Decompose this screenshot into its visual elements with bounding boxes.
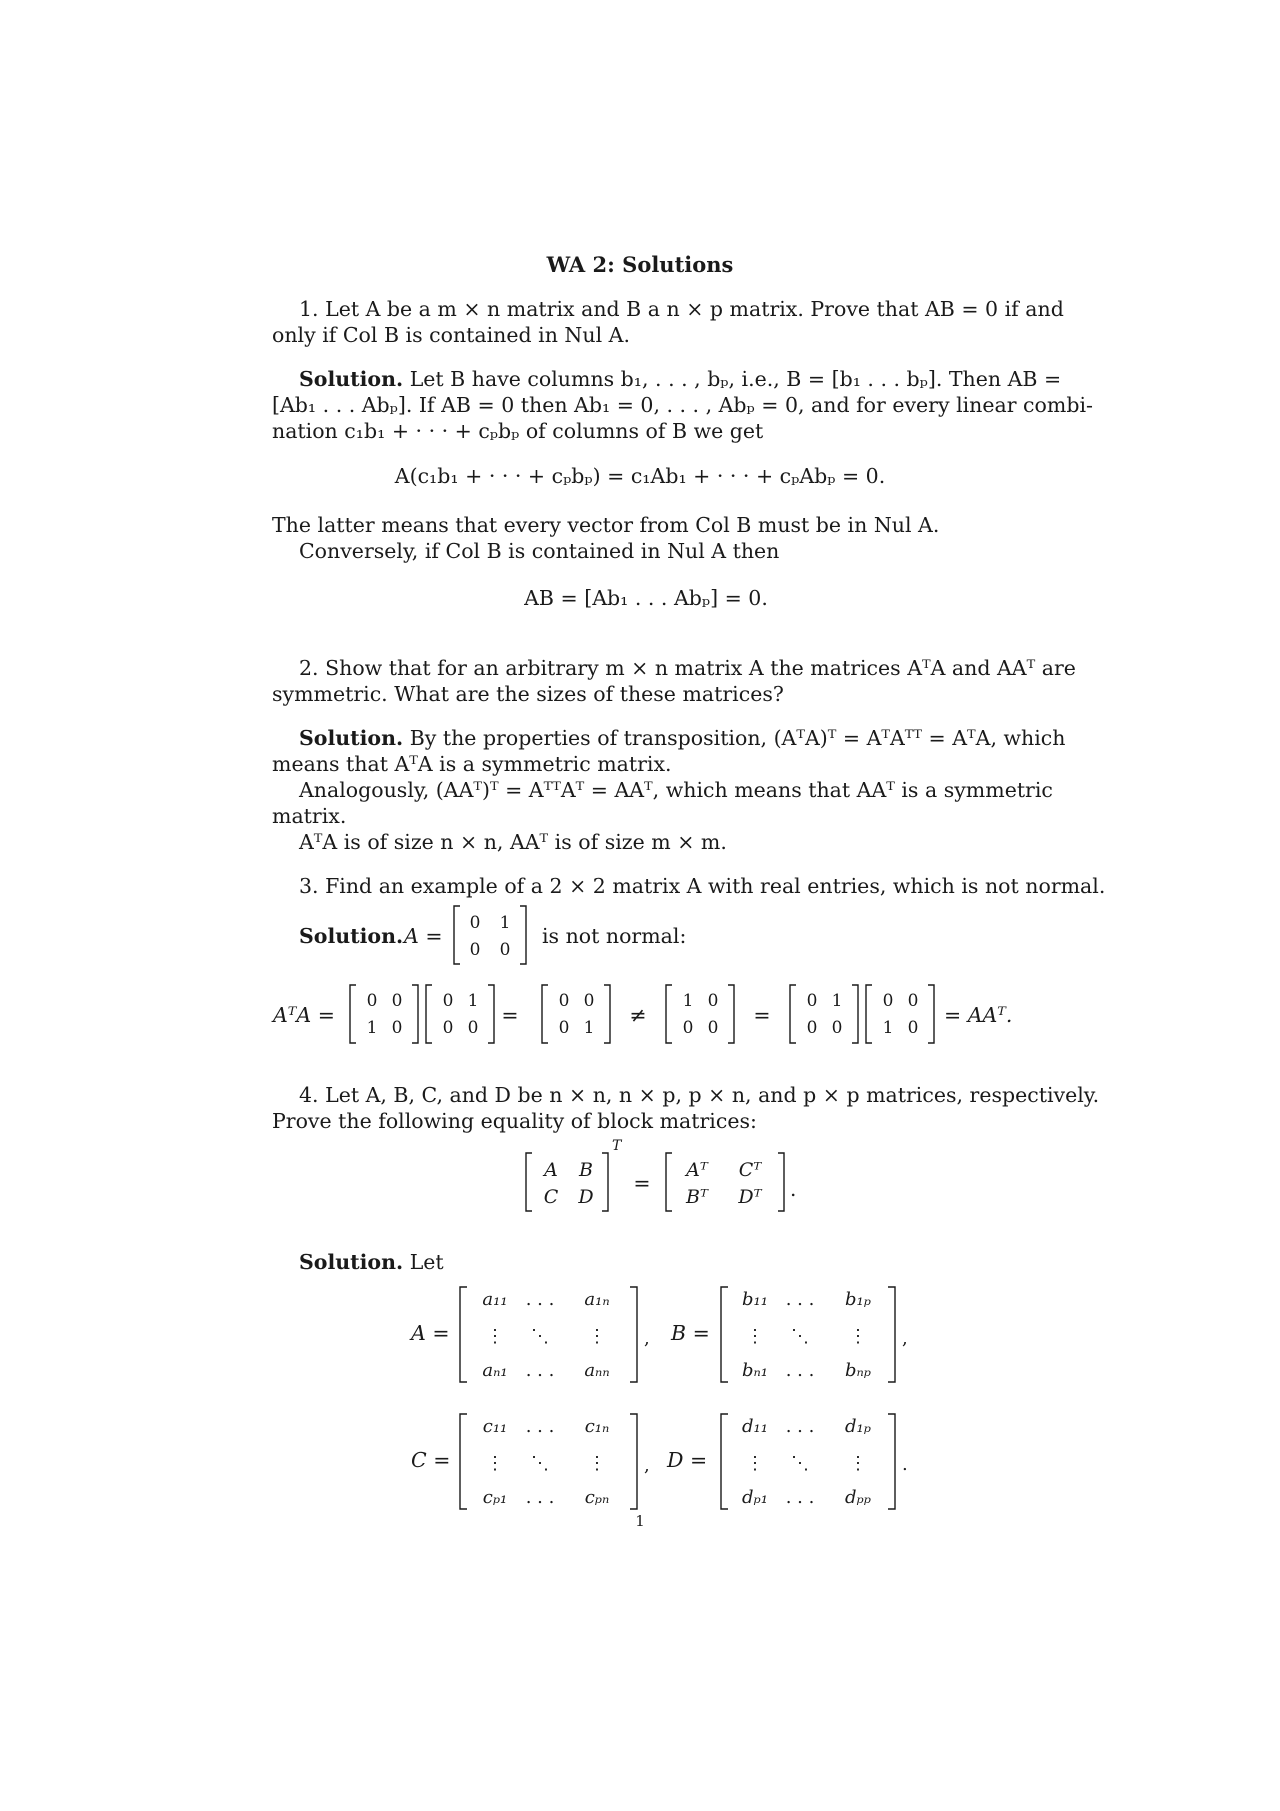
bracket-right	[412, 985, 418, 1043]
matrix-entry: 0	[907, 991, 919, 1011]
matrix-entry: b₁ₚ	[845, 1289, 871, 1310]
matrix-entry: d₁ₚ	[845, 1416, 871, 1437]
matrix-entry: 1	[499, 913, 511, 933]
ddots: ⋱	[791, 1453, 809, 1474]
matrix-entry: 0	[583, 991, 595, 1011]
bracket-left	[790, 985, 796, 1043]
not-equal-sign: ≠	[629, 1003, 647, 1027]
matrix-entry: 0	[806, 1018, 818, 1038]
matrix-entry: 1	[467, 991, 479, 1011]
ellipsis: . . .	[785, 1487, 815, 1508]
solution-label: Solution.	[299, 1250, 404, 1274]
equation-1: A(c₁b₁ + · · · + cₚbₚ) = c₁Ab₁ + · · · + cₚAbₚ = 0.	[394, 464, 886, 488]
period: .	[790, 1177, 797, 1201]
solution-2-line-4: matrix.	[272, 804, 347, 828]
matrix-a-label: A =	[411, 1321, 450, 1345]
matrix-a-general	[482, 1289, 609, 1381]
solution-2-line-3: Analogously, (AAᵀ)ᵀ = AᵀᵀAᵀ = AAᵀ, which means that AAᵀ is a symmetric	[299, 778, 1053, 802]
ellipsis: . . .	[785, 1360, 815, 1381]
matrix-entry: 0	[391, 991, 403, 1011]
problem-4-line-1: 4. Let A, B, C, and D be n × n, n × p, p × n, and p × p matrices, respectively.	[299, 1083, 1100, 1107]
bracket-right	[520, 906, 526, 964]
vdots: ⋮	[849, 1453, 867, 1474]
matrix-c-label: C =	[411, 1448, 451, 1472]
matrix-c-general	[483, 1416, 610, 1508]
not-normal-text: is not normal:	[542, 924, 687, 948]
vdots: ⋮	[486, 1326, 504, 1347]
solution-1-line-2: [Ab₁ . . . Abₚ]. If AB = 0 then Ab₁ = 0, . . . , Abₚ = 0, and for every linear combi-	[272, 393, 1093, 417]
matrix-entry: b₁₁	[742, 1289, 768, 1310]
matrix-entry: 1	[882, 1018, 894, 1038]
aat-label: = AAᵀ.	[944, 1003, 1013, 1027]
bracket-right	[604, 985, 610, 1043]
bracket-right	[852, 985, 858, 1043]
matrix-entry: 0	[882, 991, 894, 1011]
bracket-left	[721, 1414, 728, 1509]
page-number: 1	[635, 1512, 645, 1530]
bracket-left	[426, 985, 432, 1043]
ata-label: AᵀA =	[273, 1003, 335, 1027]
block-entry: Dᵀ	[738, 1186, 762, 1208]
block-matrix-lhs	[542, 1159, 593, 1208]
bracket-left	[460, 1414, 467, 1509]
a-equals: A =	[404, 924, 443, 948]
matrix-entry: aₙ₁	[482, 1360, 508, 1381]
matrix-entry: a₁₁	[482, 1289, 508, 1310]
block-entry: D	[578, 1186, 594, 1208]
let-text: Let	[409, 1250, 444, 1274]
vdots: ⋮	[746, 1326, 764, 1347]
matrix-entry: 0	[831, 1018, 843, 1038]
equals-sign: =	[633, 1171, 651, 1195]
matrix-entry: c₁ₙ	[584, 1416, 610, 1437]
matrix-entry: 1	[831, 991, 843, 1011]
matrix-entry: 0	[366, 991, 378, 1011]
matrix-entry: 0	[558, 1018, 570, 1038]
problem-3-line-1: 3. Find an example of a 2 × 2 matrix A with real entries, which is not normal.	[299, 874, 1106, 898]
matrix-entry: 0	[442, 1018, 454, 1038]
matrix-entry: 0	[682, 1018, 694, 1038]
ellipsis: . . .	[525, 1360, 555, 1381]
matrix-entry: c₁₁	[482, 1416, 508, 1437]
equation-2: AB = [Ab₁ . . . Abₚ] = 0.	[524, 586, 768, 610]
problem-1-line-1: 1. Let A be a m × n matrix and B a n × p matrix. Prove that AB = 0 if and	[299, 297, 1064, 321]
matrix-a	[470, 913, 511, 960]
matrix-entry: bₙₚ	[844, 1360, 872, 1381]
solution-2-line-5: AᵀA is of size n × n, AAᵀ is of size m × m.	[299, 830, 727, 854]
matrix-entry: 1	[583, 1018, 595, 1038]
block-entry: Aᵀ	[686, 1159, 708, 1181]
matrix-entry: 0	[442, 991, 454, 1011]
matrix-entry: bₙ₁	[741, 1360, 769, 1381]
solution-4-line-1	[272, 1249, 1044, 1275]
matrix-b-general	[742, 1289, 871, 1381]
solution-label: Solution.	[299, 726, 404, 750]
matrix-aat-result	[683, 991, 719, 1038]
solution-1-line-4: The latter means that every vector from Col B must be in Nul A.	[272, 513, 940, 537]
matrix-entry: aₙₙ	[584, 1360, 610, 1381]
matrix-d-label: D =	[667, 1448, 708, 1472]
matrix-entry: 0	[558, 991, 570, 1011]
matrix-at-2	[883, 991, 919, 1038]
bracket-left	[460, 1287, 467, 1382]
page-title: WA 2: Solutions	[546, 252, 734, 277]
matrix-entry: dₚ₁	[742, 1487, 768, 1508]
bracket-left	[454, 906, 460, 964]
block-entry: Cᵀ	[738, 1159, 762, 1181]
matrix-entry: 0	[469, 913, 481, 933]
vdots: ⋮	[486, 1453, 504, 1474]
bracket-left	[666, 985, 672, 1043]
matrix-a-3	[807, 991, 843, 1038]
bracket-left	[721, 1287, 728, 1382]
solution-1-text-1: Let B have columns b₁, . . . , bₚ, i.e., B = [b₁ . . . bₚ]. Then AB =	[409, 367, 1062, 391]
matrix-entry: 0	[707, 991, 719, 1011]
matrix-entry: cₚ₁	[482, 1487, 508, 1508]
matrix-entry: 1	[366, 1018, 378, 1038]
transpose-superscript: T	[612, 1138, 622, 1154]
solution-1-line-3: nation c₁b₁ + · · · + cₚbₚ of columns of B we get	[272, 419, 764, 443]
ddots: ⋱	[531, 1326, 549, 1347]
matrix-entry: dₚₚ	[845, 1487, 871, 1508]
matrix-entry: cₚₙ	[584, 1487, 610, 1508]
bracket-right	[488, 985, 494, 1043]
ddots: ⋱	[791, 1326, 809, 1347]
bracket-left	[666, 1153, 672, 1211]
equals-sign: =	[501, 1003, 519, 1027]
bracket-right	[602, 1153, 608, 1211]
matrix-ata-result	[559, 991, 595, 1038]
comma: ,	[644, 1328, 650, 1349]
bracket-right	[728, 985, 734, 1043]
matrix-entry: 0	[499, 940, 511, 960]
matrix-entry: a₁ₙ	[584, 1289, 610, 1310]
problem-4-line-2: Prove the following equality of block matrices:	[272, 1109, 757, 1133]
matrix-entry: 0	[907, 1018, 919, 1038]
bracket-right	[928, 985, 934, 1043]
matrix-a-2	[443, 991, 479, 1038]
matrix-b-label: B =	[671, 1321, 710, 1345]
vdots: ⋮	[588, 1326, 606, 1347]
matrix-entry: 0	[707, 1018, 719, 1038]
period: .	[902, 1454, 908, 1475]
matrix-entry: 0	[806, 991, 818, 1011]
ellipsis: . . .	[525, 1487, 555, 1508]
vdots: ⋮	[588, 1453, 606, 1474]
matrix-entry: 0	[469, 940, 481, 960]
ellipsis: . . .	[525, 1416, 555, 1437]
bracket-left	[542, 985, 548, 1043]
ellipsis: . . .	[785, 1289, 815, 1310]
comma: ,	[902, 1328, 908, 1349]
matrix-entry: 1	[682, 991, 694, 1011]
ddots: ⋱	[531, 1453, 549, 1474]
ellipsis: . . .	[785, 1416, 815, 1437]
block-matrix-rhs	[684, 1159, 762, 1208]
vdots: ⋮	[849, 1326, 867, 1347]
problem-1-line-2: only if Col B is contained in Nul A.	[272, 323, 630, 347]
equals-sign: =	[753, 1003, 771, 1027]
ellipsis: . . .	[525, 1289, 555, 1310]
solution-2-line-2: means that AᵀA is a symmetric matrix.	[272, 752, 672, 776]
problem-2-line-2: symmetric. What are the sizes of these matrices?	[272, 682, 784, 706]
block-entry: A	[544, 1159, 558, 1181]
matrix-entry: 0	[391, 1018, 403, 1038]
matrix-entry: d₁₁	[742, 1416, 768, 1437]
bracket-left	[526, 1153, 532, 1211]
block-entry: Bᵀ	[686, 1186, 708, 1208]
bracket-right	[630, 1287, 637, 1382]
solution-label: Solution.	[299, 367, 404, 391]
matrix-d-general	[742, 1416, 871, 1508]
solution-1-line-5: Conversely, if Col B is contained in Nul A then	[299, 539, 780, 563]
solution-label: Solution.	[299, 924, 404, 948]
matrix-entry: 0	[467, 1018, 479, 1038]
vdots: ⋮	[746, 1453, 764, 1474]
matrix-at	[367, 991, 403, 1038]
bracket-left	[866, 985, 872, 1043]
bracket-left	[350, 985, 356, 1043]
problem-2-line-1: 2. Show that for an arbitrary m × n matrix A the matrices AᵀA and AAᵀ are	[299, 656, 1076, 680]
block-entry: B	[579, 1159, 593, 1181]
bracket-right	[630, 1414, 637, 1509]
bracket-right	[888, 1287, 895, 1382]
block-entry: C	[543, 1186, 559, 1208]
bracket-right	[778, 1153, 784, 1211]
comma: ,	[644, 1455, 650, 1476]
bracket-right	[888, 1414, 895, 1509]
solution-2-text-1: By the properties of transposition, (AᵀA)ᵀ = AᵀAᵀᵀ = AᵀA, which	[409, 726, 1066, 750]
